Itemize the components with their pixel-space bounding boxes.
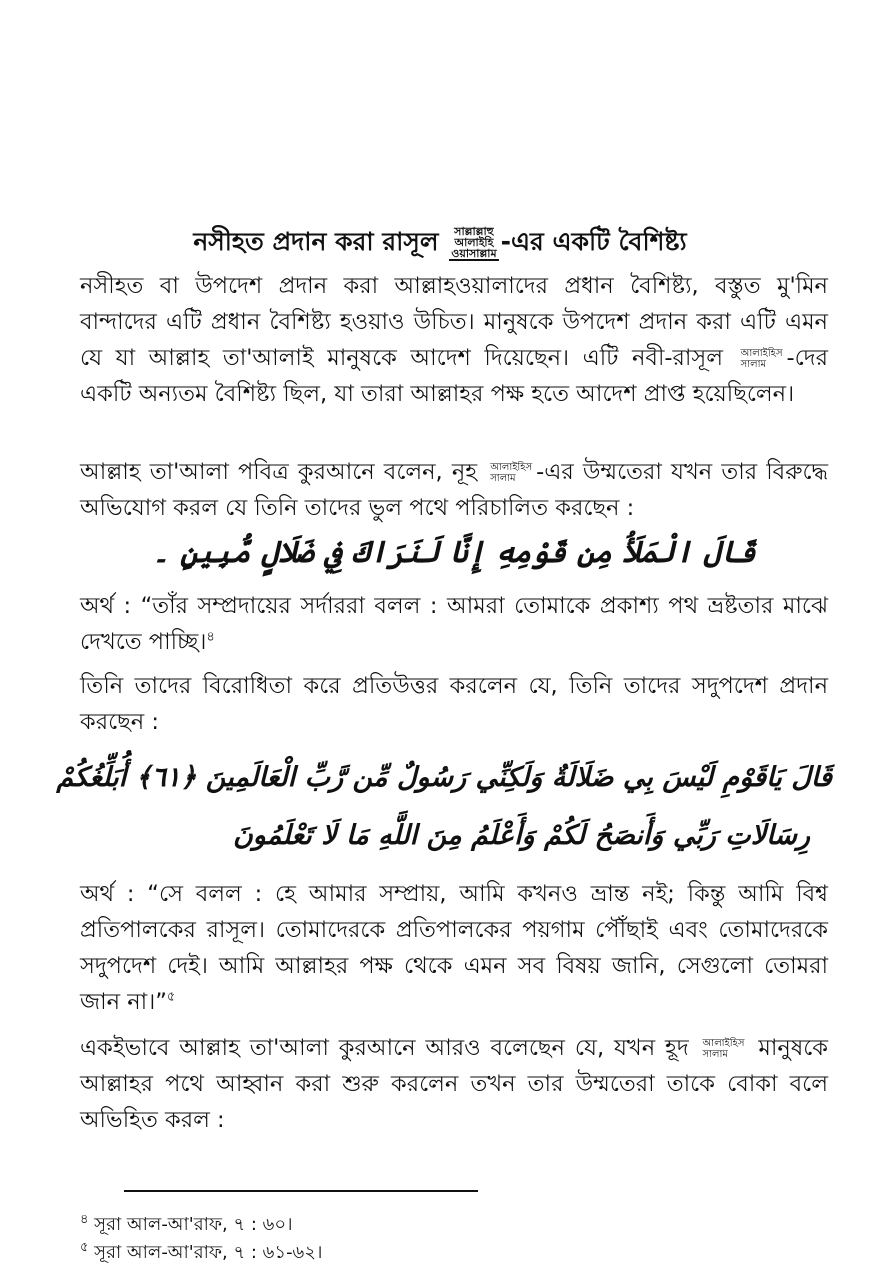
honorific-line-2: সালাম xyxy=(702,1048,728,1060)
footnote-text: সূরা আল-আ'রাফ, ৭ : ৬০। xyxy=(94,1214,293,1235)
meaning-2 xyxy=(80,876,828,1020)
honorific-line-1: আলাইহিস xyxy=(740,347,783,359)
honorific-line-1: আলাইহিস xyxy=(490,461,533,473)
seal-line-3: ওয়াসাল্লাম xyxy=(451,246,497,260)
meaning-1-text: অর্থ : “তাঁর সম্প্রদায়ের সর্দাররা বলল : আমরা তোমাকে প্রকাশ্য পথ ভ্রষ্টতার মাঝে দেখতে পাচ্ছি। xyxy=(80,593,828,655)
honorific-line-1: আলাইহিস xyxy=(702,1037,745,1049)
paragraph-4-text-b: মানুষকে আল্লাহর পথে আহ্বান করা শুরু করলেন তখন তার উম্মতেরা তাকে বোকা বলে অভিহিত করল : xyxy=(80,1035,829,1133)
footnote-number: ৫ xyxy=(80,1240,89,1255)
section-heading xyxy=(80,224,800,261)
footnote-ref-4: ৪ xyxy=(206,629,215,645)
heading-text-before: নসীহত প্রদান করা রাসূল xyxy=(193,227,439,256)
seal-line-2: আলাইহি xyxy=(454,235,494,249)
paragraph-2-text-b: -এর উম্মতেরা যখন তার বিরুদ্ধে অভিযোগ করল যে তিনি তাদের ভুল পথে পরিচালিত করছেন : xyxy=(80,459,828,521)
paragraph-1-text-b: -দের একটি অন্যতম বৈশিষ্ট্য ছিল, যা তারা আল্লাহর পক্ষ হতে আদেশ প্রাপ্ত হয়েছিলেন। xyxy=(80,345,828,407)
honorific-line-2: সালাম xyxy=(740,358,767,370)
arabic-verse-2-line-1: قَالَ يَاقَوْمِ لَيْسَ بِي ضَلَالَةٌ وَلَكِنِّي رَسُولٌ مِّن رَّبِّ الْعَالَمِينَ ﴿٦١﴾ أُبَلِّغُكُمْ xyxy=(56,762,832,793)
paragraph-1 xyxy=(80,268,828,412)
paragraph-3: তিনি তাদের বিরোধিতা করে প্রতিউত্তর করলেন যে, তিনি তাদের সদুপদেশ প্রদান করছেন : xyxy=(80,673,828,735)
footnote-divider xyxy=(124,1190,478,1192)
honorific-alaihis-salam xyxy=(741,348,783,370)
heading-text-after: -এর একটি বৈশিষ্ট্য xyxy=(500,227,687,256)
meaning-2-text: অর্থ : “সে বলল : হে আমার সম্প্রায়, আমি কখনও ভ্রান্ত নই; কিন্তু আমি বিশ্ব প্রতিপালকের রাসূল। তোমাদেরকে প্রতিপালকের পয়গাম পৌঁছাই এবং তোমাদেরকে সদুপদেশ দেই। আমি আল্লাহর পক্ষ থেকে এমন সব বিষয় জানি, সেগুলো তোমরা জান না।” xyxy=(80,881,828,1015)
footnote-4 xyxy=(80,1212,293,1238)
honorific-line-2: সালাম xyxy=(490,472,516,484)
honorific-alaihis-salam xyxy=(703,1038,745,1060)
meaning-1 xyxy=(80,588,828,660)
arabic-verse-1: قَالَ الْمَلَأُ مِن قَوْمِهِ إِنَّا لَنَرَاكَ فِي ضَلَالٍ مُّبِينٍ ۔ xyxy=(152,535,756,570)
paragraph-2-text-a: আল্লাহ তা'আলা পবিত্র কুরআনে বলেন, নূহ xyxy=(80,459,478,485)
footnote-number: ৪ xyxy=(80,1212,89,1227)
honorific-alaihis-salam xyxy=(490,462,532,484)
seal-line-1: সাল্লাল্লাহু xyxy=(454,224,494,238)
paragraph-4 xyxy=(80,1030,828,1138)
salawat-seal xyxy=(449,226,498,261)
footnote-ref-5: ৫ xyxy=(166,989,176,1005)
footnote-text: সূরা আল-আ'রাফ, ৭ : ৬১-৬২। xyxy=(94,1242,323,1263)
paragraph-1-text-a: নসীহত বা উপদেশ প্রদান করা আল্লাহওয়ালাদের প্রধান বৈশিষ্ট্য, বস্তুত মু'মিন বান্দাদের এটি প্রধান বৈশিষ্ট্য হওয়াও উচিত। মানুষকে উপদেশ প্রদান করা এটি এমন যে যা আল্লাহ তা'আলাই মানুষকে আদেশ দিয়েছেন। এটি নবী-রাসূল xyxy=(80,273,828,371)
paragraph-2 xyxy=(80,454,828,526)
paragraph-4-text-a: একইভাবে আল্লাহ তা'আলা কুরআনে আরও বলেছেন যে, যখন হূদ xyxy=(80,1035,689,1061)
arabic-verse-2-line-2: رِسَالَاتِ رَبِّي وَأَنصَحُ لَكُمْ وَأَعْلَمُ مِنَ اللَّهِ مَا لَا تَعْلَمُونَ xyxy=(232,820,810,851)
footnote-5 xyxy=(80,1240,322,1266)
